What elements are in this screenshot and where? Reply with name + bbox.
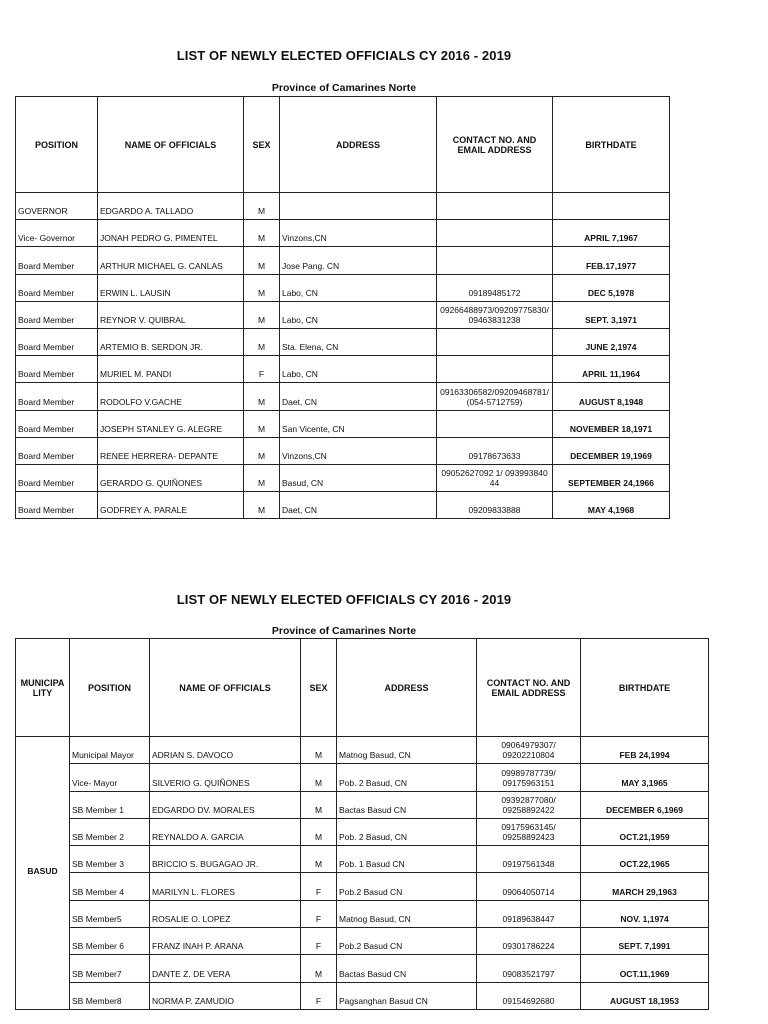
- cell-name: NORMA P. ZAMUDIO: [150, 982, 301, 1009]
- cell-contact: [437, 356, 553, 383]
- table-row: [16, 982, 709, 1009]
- cell-sex: M: [244, 464, 280, 491]
- cell-name: EDGARDO DV. MORALES: [150, 791, 301, 818]
- cell-sex: M: [301, 955, 337, 982]
- cell-contact: 09175963145/ 09258892423: [477, 818, 581, 845]
- table-row: [16, 846, 709, 873]
- cell-name: FRANZ INAH P. ARANA: [150, 928, 301, 955]
- cell-birthdate: SEPT. 3,1971: [553, 301, 670, 328]
- cell-address: Bactas Basud CN: [337, 791, 477, 818]
- cell-position: Board Member: [16, 328, 98, 355]
- cell-address: Basud, CN: [280, 464, 437, 491]
- cell-address: San Vicente, CN: [280, 410, 437, 437]
- cell-name: ERWIN L. LAUSIN: [98, 274, 244, 301]
- cell-position: Board Member: [16, 356, 98, 383]
- officials-table-municipal: [15, 638, 709, 1010]
- cell-sex: M: [244, 220, 280, 247]
- cell-sex: M: [244, 383, 280, 410]
- cell-birthdate: FEB.17,1977: [553, 247, 670, 274]
- header-position: POSITION: [70, 639, 150, 737]
- cell-birthdate: DEC 5,1978: [553, 274, 670, 301]
- cell-position: GOVERNOR: [16, 193, 98, 220]
- header-birthdate: BIRTHDATE: [553, 97, 670, 193]
- cell-address: Bactas Basud CN: [337, 955, 477, 982]
- cell-birthdate: MAY 4,1968: [553, 492, 670, 519]
- table-row: [16, 928, 709, 955]
- cell-contact: 09209833888: [437, 492, 553, 519]
- table-row: [16, 791, 709, 818]
- cell-address: Pob.2 Basud CN: [337, 873, 477, 900]
- cell-name: SILVERIO G. QUIÑONES: [150, 764, 301, 791]
- cell-contact: 09392877080/ 09258892422: [477, 791, 581, 818]
- cell-address: Pob. 2 Basud, CN: [337, 818, 477, 845]
- cell-address: Jose Pang. CN: [280, 247, 437, 274]
- cell-sex: M: [301, 846, 337, 873]
- cell-birthdate: AUGUST 8,1948: [553, 383, 670, 410]
- cell-position: SB Member5: [70, 900, 150, 927]
- cell-contact: 09052627092 1/ 09399384044: [437, 464, 553, 491]
- header-address: ADDRESS: [337, 639, 477, 737]
- cell-name: MARILYN L. FLORES: [150, 873, 301, 900]
- cell-name: EDGARDO A. TALLADO: [98, 193, 244, 220]
- header-sex: SEX: [301, 639, 337, 737]
- cell-sex: M: [244, 301, 280, 328]
- cell-birthdate: SEPTEMBER 24,1966: [553, 464, 670, 491]
- cell-contact: 09064050714: [477, 873, 581, 900]
- cell-sex: M: [244, 437, 280, 464]
- cell-sex: F: [301, 982, 337, 1009]
- cell-contact: 09083521797: [477, 955, 581, 982]
- cell-name: RODOLFO V.GACHE: [98, 383, 244, 410]
- table-row: [16, 764, 709, 791]
- cell-address: Pob. 2 Basud, CN: [337, 764, 477, 791]
- cell-address: Matnog Basud, CN: [337, 737, 477, 764]
- cell-position: SB Member8: [70, 982, 150, 1009]
- table-header-row: [16, 639, 709, 737]
- cell-name: JONAH PEDRO G. PIMENTEL: [98, 220, 244, 247]
- cell-address: Labo, CN: [280, 274, 437, 301]
- cell-name: ROSALIE O. LOPEZ: [150, 900, 301, 927]
- cell-address: Daet, CN: [280, 492, 437, 519]
- cell-birthdate: NOVEMBER 18,1971: [553, 410, 670, 437]
- cell-name: RENEE HERRERA- DEPANTE: [98, 437, 244, 464]
- table-row: [16, 301, 670, 328]
- cell-birthdate: MAY 3,1965: [581, 764, 709, 791]
- header-address: ADDRESS: [280, 97, 437, 193]
- header-position: POSITION: [16, 97, 98, 193]
- cell-position: Board Member: [16, 492, 98, 519]
- cell-sex: M: [244, 328, 280, 355]
- cell-contact: 09301786224: [477, 928, 581, 955]
- cell-address: [280, 193, 437, 220]
- cell-contact: 09163306582/09209468781/ (054-5712759): [437, 383, 553, 410]
- cell-position: Board Member: [16, 301, 98, 328]
- cell-sex: M: [301, 737, 337, 764]
- cell-name: BRICCIO S. BUGAGAO JR.: [150, 846, 301, 873]
- cell-position: Board Member: [16, 383, 98, 410]
- cell-position: SB Member 6: [70, 928, 150, 955]
- cell-birthdate: APRIL 7,1967: [553, 220, 670, 247]
- cell-birthdate: DECEMBER 6,1969: [581, 791, 709, 818]
- province-subtitle-2: Province of Camarines Norte: [271, 625, 417, 637]
- header-municipality: MUNICIPA LITY: [16, 639, 70, 737]
- cell-sex: M: [301, 818, 337, 845]
- cell-sex: M: [301, 764, 337, 791]
- page-title-2: LIST OF NEWLY ELECTED OFFICIALS CY 2016 - 2019: [176, 592, 512, 607]
- cell-name: DANTE Z. DE VERA: [150, 955, 301, 982]
- cell-birthdate: OCT.11,1969: [581, 955, 709, 982]
- cell-address: Vinzons,CN: [280, 437, 437, 464]
- cell-address: Daet, CN: [280, 383, 437, 410]
- cell-birthdate: APRIL 11,1964: [553, 356, 670, 383]
- table-header-row: [16, 97, 670, 193]
- cell-position: SB Member 3: [70, 846, 150, 873]
- cell-contact: 09189485172: [437, 274, 553, 301]
- table-row: [16, 955, 709, 982]
- cell-name: JOSEPH STANLEY G. ALEGRE: [98, 410, 244, 437]
- header-name: NAME OF OFFICIALS: [98, 97, 244, 193]
- table-row: [16, 274, 670, 301]
- cell-name: ARTHUR MICHAEL G. CANLAS: [98, 247, 244, 274]
- province-subtitle: Province of Camarines Norte: [271, 82, 417, 94]
- cell-sex: F: [301, 873, 337, 900]
- cell-position: Board Member: [16, 464, 98, 491]
- cell-address: Labo, CN: [280, 301, 437, 328]
- cell-address: Vinzons,CN: [280, 220, 437, 247]
- table-row: [16, 220, 670, 247]
- cell-contact: 09189638447: [477, 900, 581, 927]
- cell-sex: F: [301, 928, 337, 955]
- cell-birthdate: OCT.21,1959: [581, 818, 709, 845]
- officials-table-provincial: [15, 96, 670, 519]
- table-row: [16, 356, 670, 383]
- cell-address: Labo, CN: [280, 356, 437, 383]
- header-contact: CONTACT NO. AND EMAIL ADDRESS: [437, 97, 553, 193]
- table-row: [16, 410, 670, 437]
- cell-position: SB Member 1: [70, 791, 150, 818]
- cell-sex: M: [244, 193, 280, 220]
- table-row: [16, 492, 670, 519]
- cell-address: Sta. Elena, CN: [280, 328, 437, 355]
- cell-position: SB Member7: [70, 955, 150, 982]
- table-row: [16, 464, 670, 491]
- cell-sex: F: [301, 900, 337, 927]
- cell-sex: M: [301, 791, 337, 818]
- table-row: [16, 873, 709, 900]
- cell-position: Board Member: [16, 274, 98, 301]
- cell-contact: [437, 193, 553, 220]
- cell-name: REYNALDO A. GARCIA: [150, 818, 301, 845]
- cell-address: Pob.2 Basud CN: [337, 928, 477, 955]
- cell-birthdate: [553, 193, 670, 220]
- cell-position: SB Member 2: [70, 818, 150, 845]
- cell-contact: 09154692680: [477, 982, 581, 1009]
- cell-contact: 09064979307/ 09202210804: [477, 737, 581, 764]
- cell-name: REYNOR V. QUIBRAL: [98, 301, 244, 328]
- cell-position: Board Member: [16, 247, 98, 274]
- cell-sex: M: [244, 410, 280, 437]
- cell-position: Vice- Governor: [16, 220, 98, 247]
- cell-contact: [437, 410, 553, 437]
- cell-contact: [437, 247, 553, 274]
- cell-birthdate: AUGUST 18,1953: [581, 982, 709, 1009]
- cell-sex: M: [244, 274, 280, 301]
- cell-contact: 09197561348: [477, 846, 581, 873]
- cell-name: GERARDO G. QUIÑONES: [98, 464, 244, 491]
- cell-name: ARTEMIO B. SERDON JR.: [98, 328, 244, 355]
- table-row: [16, 247, 670, 274]
- cell-position: SB Member 4: [70, 873, 150, 900]
- cell-contact: 09266488973/09209775830/09463831238: [437, 301, 553, 328]
- cell-birthdate: FEB 24,1994: [581, 737, 709, 764]
- header-contact: CONTACT NO. AND EMAIL ADDRESS: [477, 639, 581, 737]
- cell-birthdate: OCT.22,1965: [581, 846, 709, 873]
- table-row: [16, 193, 670, 220]
- cell-address: Matnog Basud, CN: [337, 900, 477, 927]
- cell-address: Pagsanghan Basud CN: [337, 982, 477, 1009]
- cell-sex: M: [244, 492, 280, 519]
- cell-position: Municipal Mayor: [70, 737, 150, 764]
- cell-contact: [437, 220, 553, 247]
- table-row: [16, 328, 670, 355]
- table-row: [16, 818, 709, 845]
- cell-sex: M: [244, 247, 280, 274]
- cell-birthdate: JUNE 2,1974: [553, 328, 670, 355]
- cell-name: MURIEL M. PANDI: [98, 356, 244, 383]
- cell-contact: [437, 328, 553, 355]
- table-row: [16, 900, 709, 927]
- cell-birthdate: DECEMBER 19,1969: [553, 437, 670, 464]
- header-name: NAME OF OFFICIALS: [150, 639, 301, 737]
- cell-municipality: BASUD: [16, 737, 70, 1010]
- table-row: [16, 383, 670, 410]
- header-birthdate: BIRTHDATE: [581, 639, 709, 737]
- cell-address: Pob. 1 Basud CN: [337, 846, 477, 873]
- cell-position: Board Member: [16, 437, 98, 464]
- cell-sex: F: [244, 356, 280, 383]
- cell-contact: 09178673633: [437, 437, 553, 464]
- cell-contact: 09989787739/ 09175963151: [477, 764, 581, 791]
- cell-position: Board Member: [16, 410, 98, 437]
- cell-name: GODFREY A. PARALE: [98, 492, 244, 519]
- header-sex: SEX: [244, 97, 280, 193]
- cell-position: Vice- Mayor: [70, 764, 150, 791]
- table-row: [16, 737, 709, 764]
- cell-birthdate: NOV. 1,1974: [581, 900, 709, 927]
- cell-birthdate: SEPT. 7,1991: [581, 928, 709, 955]
- cell-birthdate: MARCH 29,1963: [581, 873, 709, 900]
- table-row: [16, 437, 670, 464]
- cell-name: ADRIAN S. DAVOCO: [150, 737, 301, 764]
- page-title: LIST OF NEWLY ELECTED OFFICIALS CY 2016 - 2019: [176, 48, 512, 63]
